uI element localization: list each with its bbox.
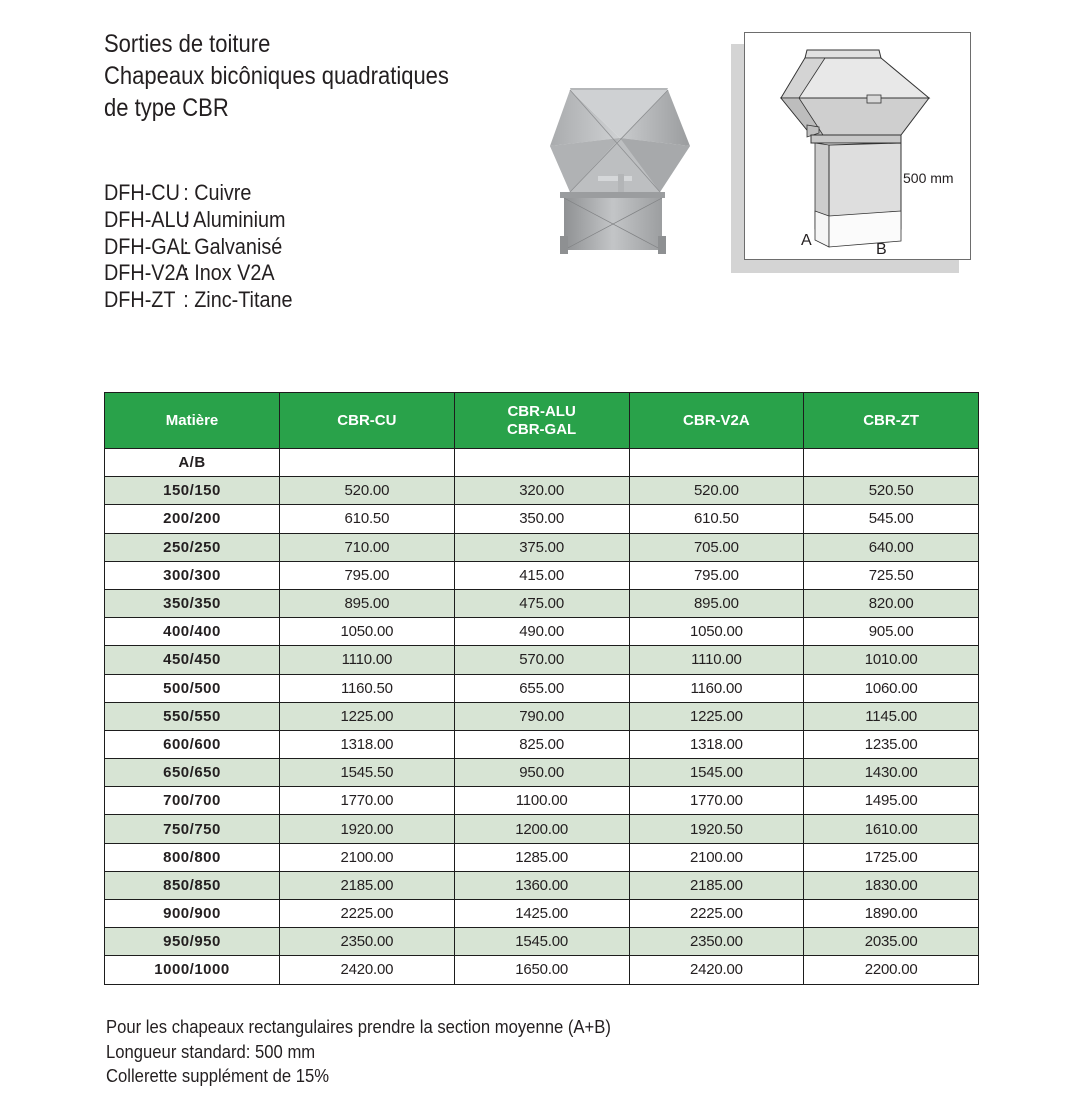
table-row	[105, 815, 979, 843]
header-line: CBR-ALU	[507, 402, 576, 420]
price-cell-zt: 2035.00	[804, 928, 979, 956]
size-cell: 400/400	[105, 618, 280, 646]
price-cell-zt: 640.00	[804, 533, 979, 561]
header-material: Matière	[105, 393, 280, 449]
price-cell-alu: 1650.00	[454, 956, 629, 984]
title-line: Sorties de toiture	[104, 30, 271, 58]
material-code: DFH-CU	[104, 180, 180, 205]
header-cbr-v2a: CBR-V2A	[629, 393, 804, 449]
price-cell-v2a: 1110.00	[629, 646, 804, 674]
table-row	[105, 702, 979, 730]
price-cell-cu: 2100.00	[280, 843, 455, 871]
header-cbr-alu-gal	[454, 393, 629, 449]
subheader-label: A/B	[105, 449, 280, 477]
table-row	[105, 505, 979, 533]
table-row	[105, 730, 979, 758]
table-cell	[454, 449, 629, 477]
material-name: : Galvanisé	[183, 233, 283, 259]
table-row	[105, 956, 979, 984]
price-cell-zt: 1430.00	[804, 759, 979, 787]
size-cell: 600/600	[105, 730, 280, 758]
size-cell: 200/200	[105, 505, 280, 533]
price-cell-alu: 475.00	[454, 589, 629, 617]
price-cell-cu: 2225.00	[280, 900, 455, 928]
dimension-b-label: B	[876, 241, 887, 258]
table-cell	[280, 449, 455, 477]
table-row	[105, 618, 979, 646]
price-cell-alu: 350.00	[454, 505, 629, 533]
material-code: DFH-GAL	[104, 233, 191, 259]
size-cell: 950/950	[105, 928, 280, 956]
table-row	[105, 759, 979, 787]
price-cell-zt: 1010.00	[804, 646, 979, 674]
price-cell-alu: 415.00	[454, 561, 629, 589]
price-cell-alu: 1200.00	[454, 815, 629, 843]
price-cell-cu: 610.50	[280, 505, 455, 533]
table-row	[105, 674, 979, 702]
size-cell: 900/900	[105, 900, 280, 928]
size-cell: 250/250	[105, 533, 280, 561]
price-cell-v2a: 2100.00	[629, 843, 804, 871]
length-label: 500 mm	[903, 170, 954, 186]
price-cell-v2a: 705.00	[629, 533, 804, 561]
size-cell: 550/550	[105, 702, 280, 730]
page-title	[104, 28, 449, 124]
price-cell-cu: 1318.00	[280, 730, 455, 758]
dimension-diagram	[744, 32, 971, 260]
title-line: Chapeaux bicôniques quadratiques	[104, 62, 449, 90]
price-cell-v2a: 2185.00	[629, 871, 804, 899]
price-cell-alu: 1425.00	[454, 900, 629, 928]
material-item	[104, 260, 293, 287]
material-name: : Zinc-Titane	[183, 287, 293, 313]
material-item	[104, 180, 293, 207]
price-cell-v2a: 1160.00	[629, 674, 804, 702]
material-code: DFH-ALU	[104, 206, 190, 232]
price-cell-zt: 820.00	[804, 589, 979, 617]
table-row	[105, 589, 979, 617]
note-line: Collerette supplément de 15%	[106, 1065, 330, 1086]
header-cbr-zt: CBR-ZT	[804, 393, 979, 449]
table-cell	[629, 449, 804, 477]
price-cell-v2a: 1545.00	[629, 759, 804, 787]
price-cell-cu: 795.00	[280, 561, 455, 589]
material-list	[104, 180, 293, 314]
price-cell-alu: 375.00	[454, 533, 629, 561]
subheader-row	[105, 449, 979, 477]
material-item	[104, 234, 293, 261]
price-cell-zt: 1725.00	[804, 843, 979, 871]
price-cell-v2a: 1050.00	[629, 618, 804, 646]
dimension-a-label: A	[801, 232, 812, 249]
price-cell-v2a: 1318.00	[629, 730, 804, 758]
price-cell-cu: 2185.00	[280, 871, 455, 899]
material-code: DFH-ZT	[104, 287, 176, 313]
material-name: : Cuivre	[183, 180, 252, 205]
price-cell-alu: 570.00	[454, 646, 629, 674]
price-cell-v2a: 1770.00	[629, 787, 804, 815]
diagram-drawing	[745, 33, 972, 261]
price-cell-zt: 2200.00	[804, 956, 979, 984]
price-cell-alu: 320.00	[454, 477, 629, 505]
price-cell-v2a: 2420.00	[629, 956, 804, 984]
price-cell-v2a: 1920.50	[629, 815, 804, 843]
size-cell: 150/150	[105, 477, 280, 505]
table-header-row	[105, 393, 979, 449]
product-photo	[540, 86, 700, 258]
size-cell: 450/450	[105, 646, 280, 674]
size-cell: 650/650	[105, 759, 280, 787]
price-cell-zt: 1890.00	[804, 900, 979, 928]
size-cell: 750/750	[105, 815, 280, 843]
price-cell-v2a: 2225.00	[629, 900, 804, 928]
notes	[106, 1015, 611, 1089]
note-line: Longueur standard: 500 mm	[106, 1040, 316, 1062]
size-cell: 300/300	[105, 561, 280, 589]
price-cell-cu: 1160.50	[280, 674, 455, 702]
price-cell-alu: 825.00	[454, 730, 629, 758]
price-cell-v2a: 610.50	[629, 505, 804, 533]
price-cell-cu: 520.00	[280, 477, 455, 505]
price-cell-alu: 655.00	[454, 674, 629, 702]
price-cell-alu: 950.00	[454, 759, 629, 787]
price-cell-alu: 490.00	[454, 618, 629, 646]
material-name: : Inox V2A	[183, 260, 275, 286]
price-cell-cu: 2420.00	[280, 956, 455, 984]
material-code: DFH-V2A	[104, 260, 189, 286]
table-row	[105, 561, 979, 589]
price-cell-zt: 1060.00	[804, 674, 979, 702]
price-cell-v2a: 1225.00	[629, 702, 804, 730]
material-name: : Aluminium	[183, 206, 286, 232]
note-line: Pour les chapeaux rectangulaires prendre la section moyenne (A+B)	[106, 1016, 611, 1037]
price-table	[104, 392, 979, 985]
size-cell: 850/850	[105, 871, 280, 899]
price-cell-alu: 1545.00	[454, 928, 629, 956]
header-cbr-cu: CBR-CU	[280, 393, 455, 449]
price-cell-cu: 1920.00	[280, 815, 455, 843]
size-cell: 350/350	[105, 589, 280, 617]
price-cell-cu: 2350.00	[280, 928, 455, 956]
price-cell-zt: 1235.00	[804, 730, 979, 758]
price-cell-v2a: 795.00	[629, 561, 804, 589]
size-cell: 700/700	[105, 787, 280, 815]
price-cell-cu: 1770.00	[280, 787, 455, 815]
price-cell-v2a: 895.00	[629, 589, 804, 617]
table-row	[105, 871, 979, 899]
material-item	[104, 287, 293, 314]
price-cell-alu: 1100.00	[454, 787, 629, 815]
price-cell-cu: 1545.50	[280, 759, 455, 787]
price-cell-alu: 1360.00	[454, 871, 629, 899]
price-cell-zt: 1610.00	[804, 815, 979, 843]
price-cell-cu: 1225.00	[280, 702, 455, 730]
table-row	[105, 477, 979, 505]
size-cell: 1000/1000	[105, 956, 280, 984]
price-cell-zt: 725.50	[804, 561, 979, 589]
price-cell-zt: 545.00	[804, 505, 979, 533]
price-cell-zt: 520.50	[804, 477, 979, 505]
price-cell-zt: 1145.00	[804, 702, 979, 730]
price-cell-zt: 905.00	[804, 618, 979, 646]
price-cell-v2a: 520.00	[629, 477, 804, 505]
price-cell-cu: 895.00	[280, 589, 455, 617]
table-row	[105, 533, 979, 561]
price-cell-cu: 710.00	[280, 533, 455, 561]
price-cell-cu: 1110.00	[280, 646, 455, 674]
table-row	[105, 646, 979, 674]
price-cell-cu: 1050.00	[280, 618, 455, 646]
price-cell-v2a: 2350.00	[629, 928, 804, 956]
price-cell-alu: 1285.00	[454, 843, 629, 871]
table-row	[105, 928, 979, 956]
price-cell-zt: 1830.00	[804, 871, 979, 899]
material-item	[104, 207, 293, 234]
table-row	[105, 787, 979, 815]
header-line: CBR-GAL	[507, 420, 577, 438]
price-cell-alu: 790.00	[454, 702, 629, 730]
price-cell-zt: 1495.00	[804, 787, 979, 815]
table-row	[105, 900, 979, 928]
title-line: de type CBR	[104, 94, 229, 122]
size-cell: 500/500	[105, 674, 280, 702]
table-cell	[804, 449, 979, 477]
table-row	[105, 843, 979, 871]
size-cell: 800/800	[105, 843, 280, 871]
